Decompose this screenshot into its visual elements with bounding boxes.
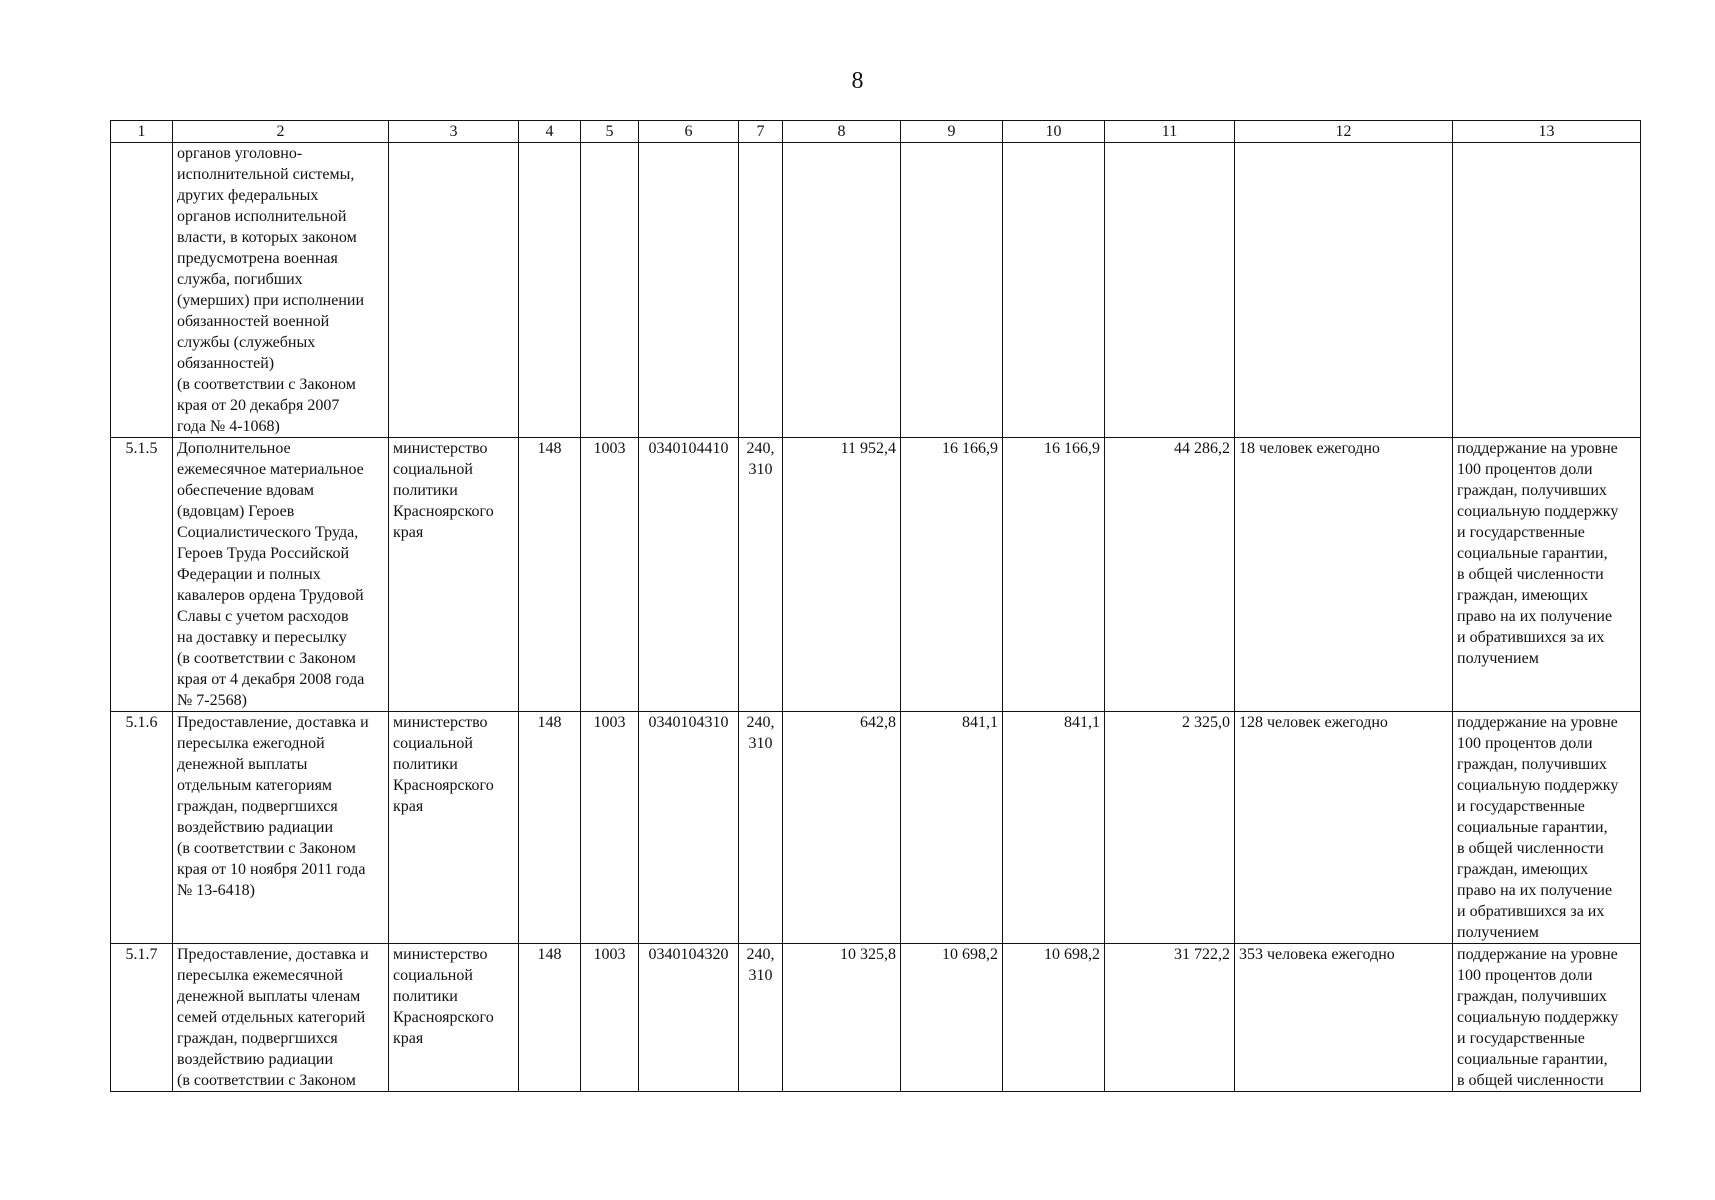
column-number: 2 bbox=[173, 121, 389, 143]
table-row bbox=[111, 944, 1641, 1092]
measure-number: 5.1.7 bbox=[111, 944, 173, 1092]
column-number: 4 bbox=[519, 121, 581, 143]
measure-number: 5.1.5 bbox=[111, 438, 173, 712]
code-section: 1003 bbox=[581, 712, 639, 944]
amount-col-10: 10 698,2 bbox=[1003, 944, 1105, 1092]
column-number-row bbox=[111, 121, 1641, 143]
expected-result: 128 человек ежегодно bbox=[1235, 712, 1453, 944]
amount-col-9: 10 698,2 bbox=[901, 944, 1003, 1092]
measure-description: Предоставление, доставка и пересылка ежегодной денежной выплаты отдельным категориям граждан, подвергшихся воздействию радиации (в соответствии с Законом края от 10 ноября 2011 года № 13-6418) bbox=[173, 712, 389, 944]
amount-col-10: 16 166,9 bbox=[1003, 438, 1105, 712]
column-number: 3 bbox=[389, 121, 519, 143]
measure-number: 5.1.6 bbox=[111, 712, 173, 944]
responsible-agency: министерство социальной политики Красноярского края bbox=[389, 712, 519, 944]
amount-total: 31 722,2 bbox=[1105, 944, 1235, 1092]
column-number: 10 bbox=[1003, 121, 1105, 143]
amount-col-8: 10 325,8 bbox=[783, 944, 901, 1092]
responsible-agency: министерство социальной политики Красноярского края bbox=[389, 944, 519, 1092]
amount-col-8: 11 952,4 bbox=[783, 438, 901, 712]
column-number: 9 bbox=[901, 121, 1003, 143]
column-number: 8 bbox=[783, 121, 901, 143]
expected-result: 353 человека ежегодно bbox=[1235, 944, 1453, 1092]
column-number: 1 bbox=[111, 121, 173, 143]
indicator-text: поддержание на уровне 100 процентов доли граждан, получивших социальную поддержку и государственные социальные гарантии, в общей численности граждан, имеющих право на их получение и обратившихся за их получением bbox=[1453, 712, 1641, 944]
amount-col-9: 841,1 bbox=[901, 712, 1003, 944]
column-number: 12 bbox=[1235, 121, 1453, 143]
code-target: 0340104310 bbox=[639, 712, 739, 944]
column-number: 13 bbox=[1453, 121, 1641, 143]
code-section: 1003 bbox=[581, 438, 639, 712]
table-row bbox=[111, 438, 1641, 712]
amount-col-8: 642,8 bbox=[783, 712, 901, 944]
measure-description: Предоставление, доставка и пересылка ежемесячной денежной выплаты членам семей отдельных категорий граждан, подвергшихся воздействию радиации (в соответствии с Законом bbox=[173, 944, 389, 1092]
amount-total: 44 286,2 bbox=[1105, 438, 1235, 712]
measure-description: Дополнительное ежемесячное материальное обеспечение вдовам (вдовцам) Героев Социалистического Труда, Героев Труда Российской Федерации и полных кавалеров ордена Трудовой Славы с учетом расходов на доставку и пересылку (в соответствии с Законом края от 4 декабря 2008 года № 7-2568) bbox=[173, 438, 389, 712]
code-target: 0340104410 bbox=[639, 438, 739, 712]
amount-total: 2 325,0 bbox=[1105, 712, 1235, 944]
indicator-text: поддержание на уровне 100 процентов доли граждан, получивших социальную поддержку и государственные социальные гарантии, в общей численности bbox=[1453, 944, 1641, 1092]
page-number: 8 bbox=[851, 68, 864, 94]
expected-result: 18 человек ежегодно bbox=[1235, 438, 1453, 712]
column-number: 6 bbox=[639, 121, 739, 143]
indicator-text: поддержание на уровне 100 процентов доли граждан, получивших социальную поддержку и государственные социальные гарантии, в общей численности граждан, имеющих право на их получение и обратившихся за их получением bbox=[1453, 438, 1641, 712]
code-section: 1003 bbox=[581, 944, 639, 1092]
amount-col-10: 841,1 bbox=[1003, 712, 1105, 944]
measure-description: органов уголовно- исполнительной системы, других федеральных органов исполнительной власти, в которых законом предусмотрена военная служба, погибших (умерших) при исполнении обязанностей военной службы (служебных обязанностей) (в соответствии с Законом края от 20 декабря 2007 года № 4-1068) bbox=[173, 143, 389, 438]
amount-col-9: 16 166,9 bbox=[901, 438, 1003, 712]
code-target: 0340104320 bbox=[639, 944, 739, 1092]
code-grbs: 148 bbox=[519, 438, 581, 712]
code-expense-type: 240, 310 bbox=[739, 712, 783, 944]
code-expense-type: 240, 310 bbox=[739, 438, 783, 712]
table-row-continuation bbox=[111, 143, 1641, 438]
code-grbs: 148 bbox=[519, 712, 581, 944]
program-measures-table bbox=[110, 120, 1641, 1092]
table-row bbox=[111, 712, 1641, 944]
code-expense-type: 240, 310 bbox=[739, 944, 783, 1092]
code-grbs: 148 bbox=[519, 944, 581, 1092]
responsible-agency: министерство социальной политики Красноярского края bbox=[389, 438, 519, 712]
column-number: 11 bbox=[1105, 121, 1235, 143]
column-number: 7 bbox=[739, 121, 783, 143]
column-number: 5 bbox=[581, 121, 639, 143]
